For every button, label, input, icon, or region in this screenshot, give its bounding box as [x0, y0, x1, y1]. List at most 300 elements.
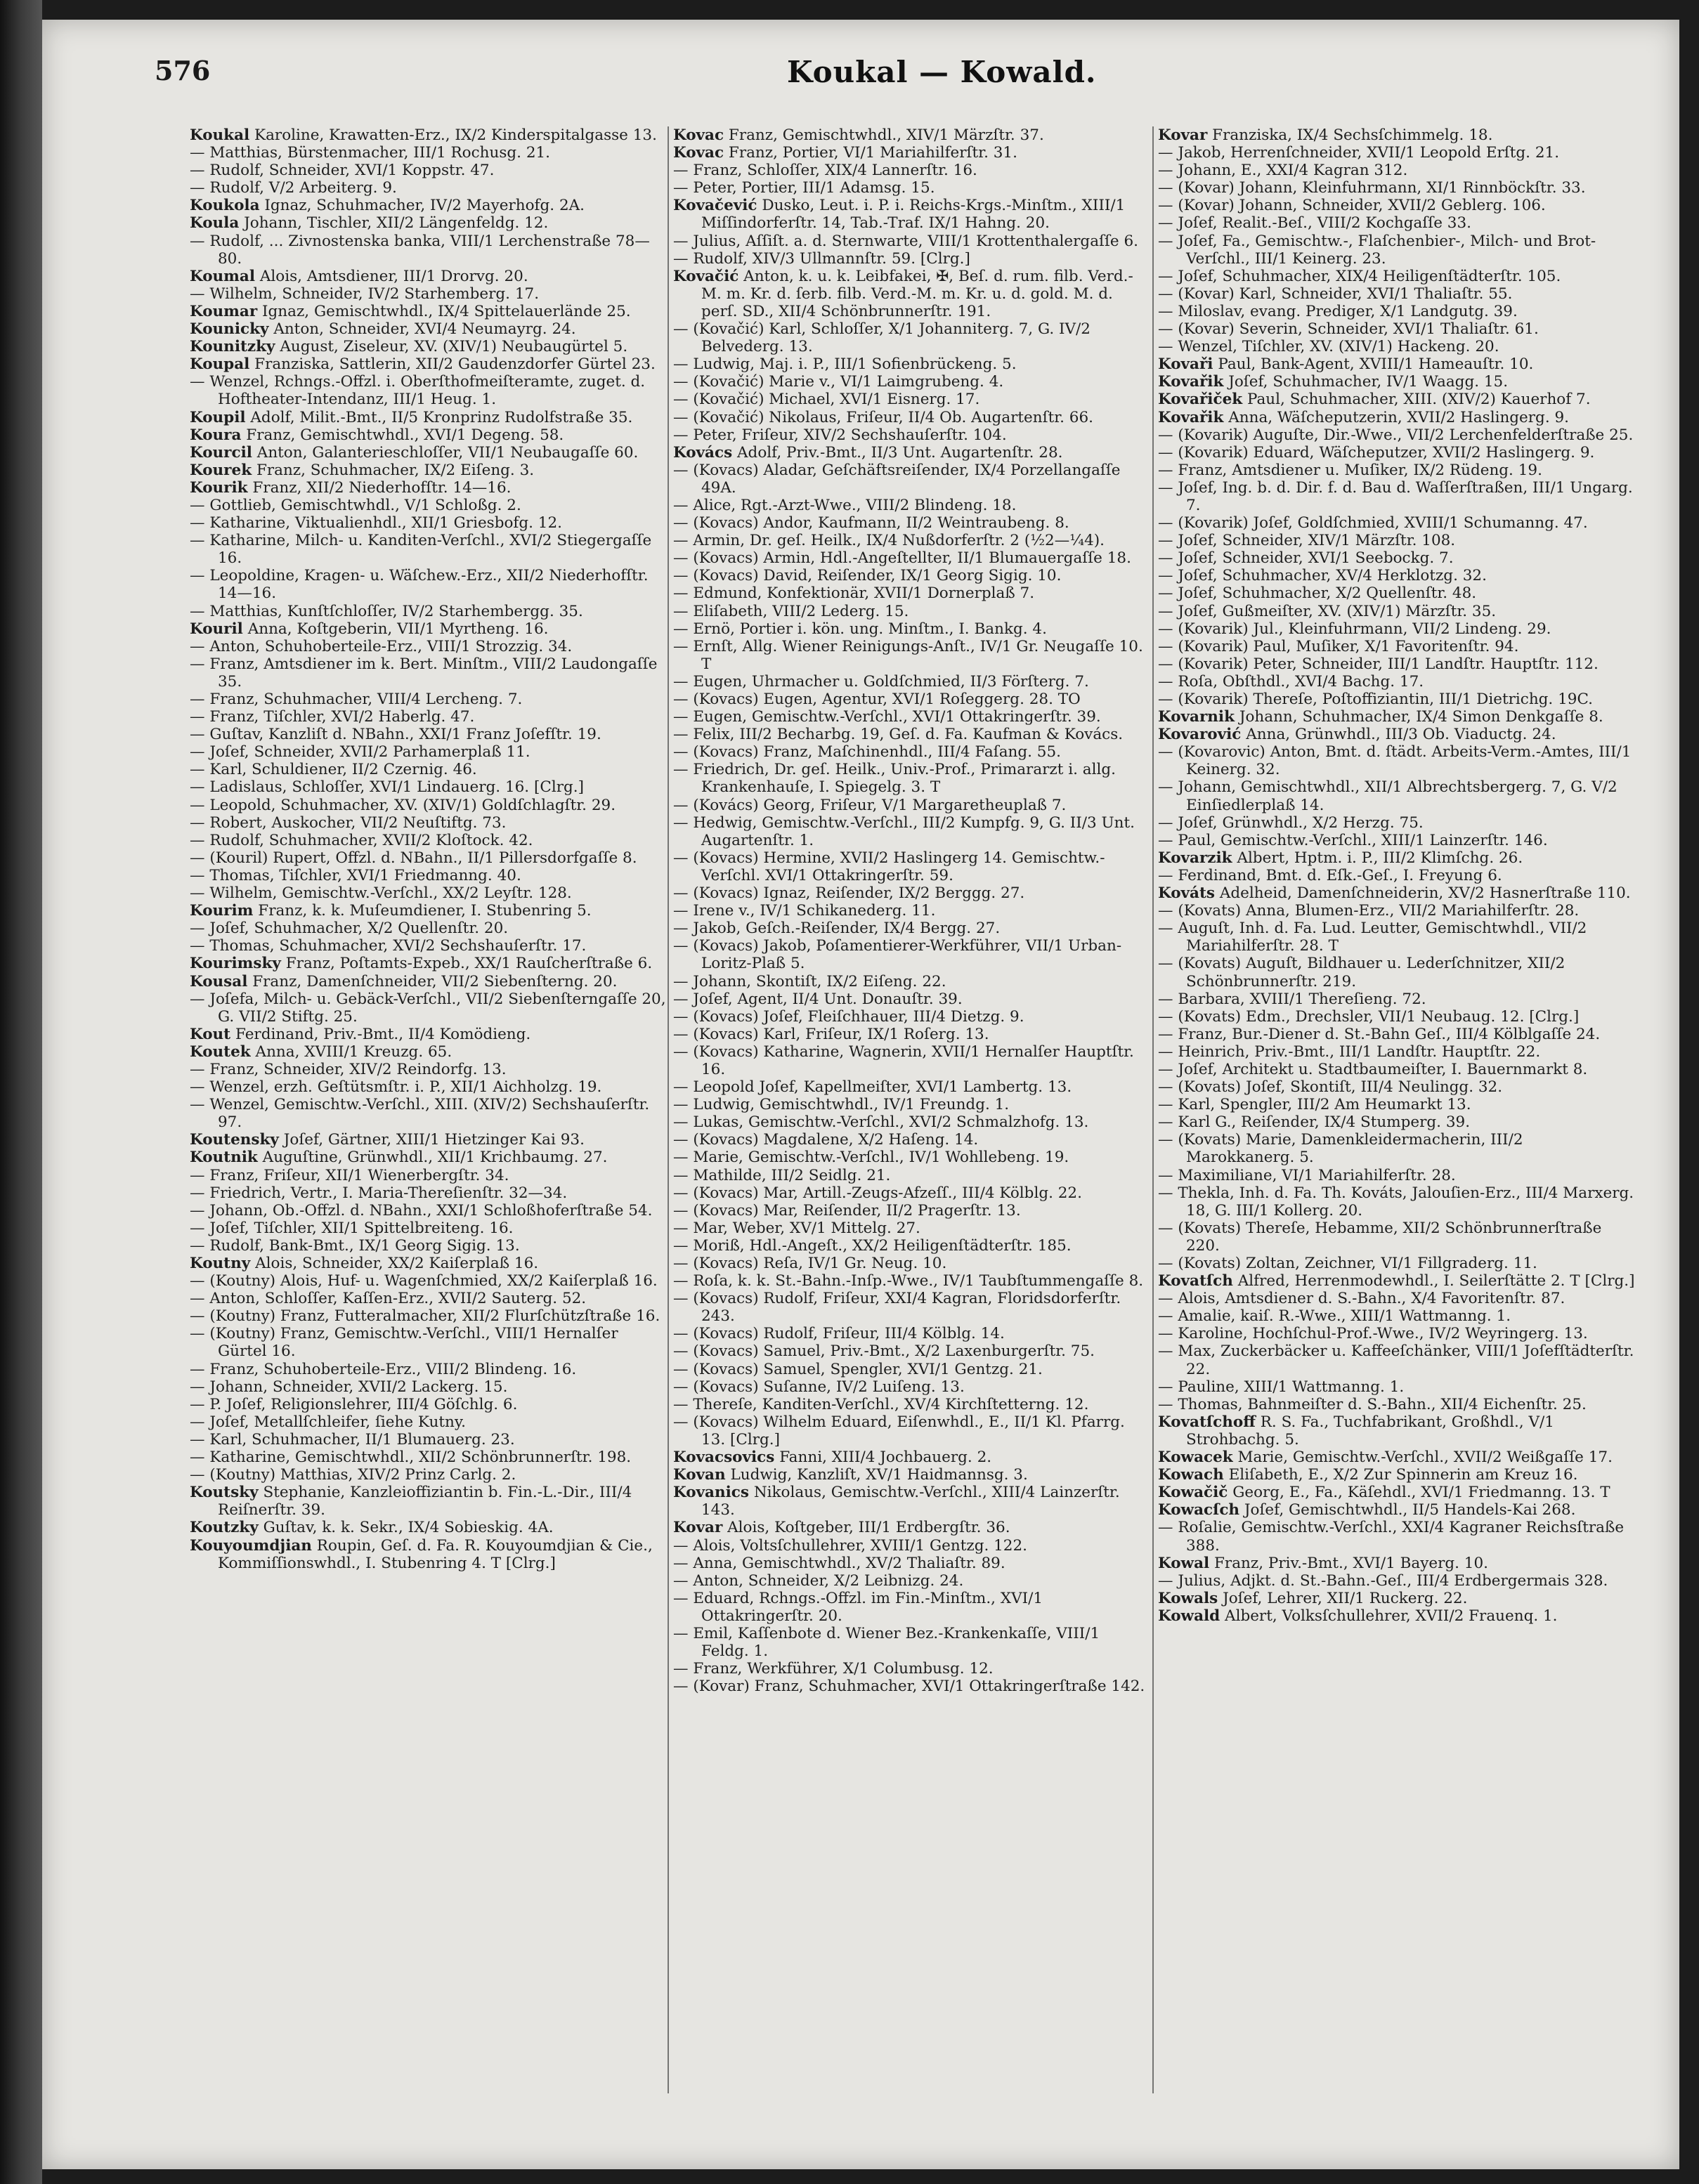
directory-entry	[1158, 285, 1636, 303]
directory-entry	[1158, 126, 1636, 144]
directory-entry	[190, 620, 668, 638]
directory-entry	[190, 268, 668, 285]
entry-surname: Kout	[190, 1025, 231, 1043]
entry-text: — (Kovacs) Ignaz, Reiſender, IX/2 Berggg. 27.	[673, 884, 1025, 903]
entry-text: — Alois, Amtsdiener d. S.-Bahn., X/4 Favoritenſtr. 87.	[1158, 1290, 1565, 1308]
entry-surname: Koukola	[190, 197, 260, 215]
entry-surname: Kouril	[190, 620, 243, 638]
entry-text: — Johann, E., XXI/4 Kagran 312.	[1158, 162, 1408, 180]
directory-entry	[190, 884, 668, 902]
entry-surname: Kourek	[190, 461, 252, 479]
entry-text: — (Kouril) Rupert, Offzl. d. NBahn., II/1 Pillersdorfgaſſe 8.	[190, 849, 637, 867]
entry-text: — (Kovacs) Joſef, Fleiſchhauer, III/4 Dietzg. 9.	[673, 1007, 1024, 1026]
directory-entry	[190, 973, 668, 990]
entry-surname: Kovačević	[673, 197, 757, 215]
entry-text: — Friedrich, Dr. geſ. Heilk., Univ.-Prof., Primararzt i. allg. Krankenhauſe, I. Spiegelg. 3. T	[673, 761, 1116, 797]
entry-text: Dusko, Leut. i. P. i. Reichs-Krgs.-Minſtm., XIII/1 Miſſindorferſtr. 14, Tab.-Traf. IX/1 Hahng. 20.	[701, 197, 1126, 233]
directory-entry	[673, 937, 1151, 972]
entry-text: — Anton, Schuhoberteile-Erz., VIII/1 Strozzig. 34.	[190, 637, 573, 655]
entry-text: Anna, XVIII/1 Kreuzg. 65.	[255, 1042, 453, 1061]
entry-text: — Paul, Gemischtw.-Verſchl., XIII/1 Lainzerſtr. 146.	[1158, 831, 1548, 849]
entry-text: — Anton, Schloſſer, Kaſſen-Erz., XVII/2 Sauterg. 52.	[190, 1290, 587, 1308]
directory-entry	[673, 1361, 1151, 1378]
entry-surname: Koupil	[190, 408, 246, 426]
directory-entry	[673, 1519, 1151, 1536]
directory-entry	[673, 761, 1151, 796]
directory-entry	[1158, 1255, 1636, 1272]
entry-text: — Wenzel, Tiſchler, XV. (XIV/1) Hackeng. 20.	[1158, 338, 1499, 356]
entry-text: — Auguſt, Inh. d. Fa. Lud. Leutter, Gemischtwhdl., VII/2 Mariahilferſtr. 28. T	[1158, 920, 1587, 955]
entry-text: — Franz, Amtsdiener u. Muſiker, IX/2 Rüdeng. 19.	[1158, 461, 1542, 479]
directory-entry	[673, 462, 1151, 497]
entry-text: — (Kovačić) Nikolaus, Friſeur, II/4 Ob. Augartenſtr. 66.	[673, 408, 1094, 426]
directory-entry	[1158, 373, 1636, 391]
directory-entry	[673, 708, 1151, 726]
entry-text: — Leopoldine, Kragen- u. Wäſchew.-Erz., XII/2 Niederhofſtr. 14—16.	[190, 567, 649, 603]
entry-text: — Max, Zuckerbäcker u. Kaffeeſchänker, VIII/1 Joſefſtädterſtr. 22.	[1158, 1342, 1634, 1378]
directory-entry	[1158, 479, 1636, 514]
directory-entry	[1158, 1449, 1636, 1466]
entry-text: — (Kovarik) Jul., Kleinfuhrmann, VII/2 Lindeng. 29.	[1158, 620, 1551, 638]
entry-text: — Anton, Schneider, X/2 Leibnizg. 24.	[673, 1571, 964, 1590]
entry-text: — Peter, Friſeur, XIV/2 Sechshauſerſtr. 104.	[673, 426, 1007, 444]
directory-entry	[1158, 549, 1636, 567]
directory-entry	[190, 603, 668, 620]
directory-entry	[673, 1537, 1151, 1555]
directory-entry	[190, 1061, 668, 1078]
directory-entry	[190, 1325, 668, 1360]
directory-entry	[673, 920, 1151, 937]
directory-entry	[673, 849, 1151, 884]
entry-text: — Johann, Skontiſt, IX/2 Eiſeng. 22.	[673, 972, 946, 990]
entry-text: — Joſef, Schuhmacher, X/2 Quellenſtr. 48.	[1158, 584, 1477, 603]
directory-entry	[190, 497, 668, 514]
entry-surname: Kowacſch	[1158, 1501, 1240, 1519]
directory-entry	[673, 673, 1151, 691]
directory-entry	[673, 584, 1151, 602]
directory-entry	[673, 497, 1151, 514]
entry-surname: Kovar	[673, 1519, 723, 1537]
entry-surname: Kounicky	[190, 320, 269, 339]
directory-entry	[190, 409, 668, 426]
directory-entry	[190, 1167, 668, 1184]
directory-entry	[190, 990, 668, 1026]
directory-entry	[190, 691, 668, 708]
entry-text: Alois, Amtsdiener, III/1 Drorvg. 20.	[259, 267, 528, 285]
directory-entry	[1158, 955, 1636, 990]
directory-entry	[1158, 1396, 1636, 1413]
directory-entry	[1158, 355, 1636, 373]
entry-text: — (Kovacs) Suſanne, IV/2 Luiſeng. 13.	[673, 1378, 965, 1396]
entry-text: — (Koutny) Franz, Futteralmacher, XII/2 Flurſchützſtraße 16.	[190, 1307, 660, 1326]
entry-text: — Joſef, Schuhmacher, X/2 Quellenſtr. 20.	[190, 920, 509, 938]
entry-text: Joſef, Gemischtwhdl., II/5 Handels-Kai 268.	[1244, 1501, 1576, 1519]
directory-entry	[673, 179, 1151, 197]
directory-entry	[673, 726, 1151, 743]
entry-surname: Koutek	[190, 1042, 251, 1061]
entry-text: — Heinrich, Priv.-Bmt., III/1 Landſtr. Hauptſtr. 22.	[1158, 1042, 1541, 1061]
directory-entry	[673, 1413, 1151, 1449]
directory-entry	[673, 743, 1151, 761]
directory-entry	[190, 1255, 668, 1272]
directory-entry	[673, 814, 1151, 849]
entry-surname: Kovatſchoff	[1158, 1413, 1256, 1431]
page-header	[155, 55, 1644, 100]
entry-text: Karoline, Krawatten-Erz., IX/2 Kinderspitalgasse 13.	[254, 126, 657, 144]
entry-text: — Thomas, Tiſchler, XVI/1 Friedmanng. 40.	[190, 866, 521, 884]
entry-text: Franz, Gemischtwhdl., XVI/1 Degeng. 58.	[246, 426, 564, 444]
entry-surname: Kowačič	[1158, 1484, 1228, 1502]
directory-entry	[190, 920, 668, 937]
directory-entry	[1158, 426, 1636, 444]
directory-entry	[673, 1184, 1151, 1202]
directory-entry	[1158, 1378, 1636, 1396]
entry-text: Franz, Priv.-Bmt., XVI/1 Bayerg. 10.	[1214, 1554, 1488, 1572]
entry-text: — (Kovats) Auguſt, Bildhauer u. Lederſchnitzer, XII/2 Schönbrunnerſtr. 219.	[1158, 955, 1565, 990]
entry-text: Franz, Poſtamts-Expeb., XX/1 Rauſcherſtraße 6.	[285, 955, 653, 973]
entry-surname: Kowals	[1158, 1589, 1218, 1607]
directory-entry	[190, 937, 668, 955]
entry-text: — Thomas, Schuhmacher, XVI/2 Sechshauſerſtr. 17.	[190, 937, 587, 955]
directory-entry	[1158, 1607, 1636, 1625]
directory-entry	[1158, 832, 1636, 849]
entry-text: — Wilhelm, Schneider, IV/2 Starhemberg. 17.	[190, 285, 540, 303]
entry-text: — Alois, Voltsſchullehrer, XVIII/1 Gentzg. 122.	[673, 1536, 1027, 1555]
directory-entry	[673, 567, 1151, 584]
entry-text: — (Kovacs) Samuel, Priv.-Bmt., X/2 Laxenburgerſtr. 75.	[673, 1342, 1095, 1361]
directory-entry	[1158, 1501, 1636, 1519]
entry-text: — (Kovarik) Thereſe, Poſtoffiziantin, III/1 Dietrichg. 19C.	[1158, 691, 1593, 708]
entry-text: Anna, Grünwhdl., III/3 Ob. Viaductg. 24.	[1246, 726, 1556, 744]
entry-surname: Koukal	[190, 126, 250, 144]
directory-entry	[190, 233, 668, 268]
entry-text: — Franz, Amtsdiener im k. Bert. Minſtm., VIII/2 Laudongaſſe 35.	[190, 655, 658, 691]
directory-entry	[190, 303, 668, 320]
running-head: Koukal — Kowald.	[787, 55, 1097, 89]
entry-text: Joſef, Lehrer, XII/1 Ruckerg. 22.	[1223, 1589, 1468, 1607]
entry-surname: Koula	[190, 214, 240, 233]
directory-entry	[673, 1167, 1151, 1184]
entry-text: — (Kovacs) Wilhelm Eduard, Eiſenwhdl., E., II/1 Kl. Pfarrg. 13. [Clrg.]	[673, 1413, 1125, 1449]
entry-text: Adelheid, Damenſchneiderin, XV/2 Hasnerſtraße 110.	[1219, 884, 1631, 903]
directory-entry	[190, 814, 668, 832]
directory-entry	[1158, 1061, 1636, 1078]
entry-text: — (Kovacs) Andor, Kaufmann, II/2 Weintraubeng. 8.	[673, 514, 1069, 532]
entry-text: Alois, Schneider, XX/2 Kaiſerplaß 16.	[255, 1255, 539, 1272]
directory-entry	[673, 1484, 1151, 1519]
entry-text: Franz, Portier, VI/1 Mariahilferſtr. 31.	[728, 144, 1017, 162]
entry-text: — Franz, Bur.-Diener d. St.-Bahn Geſ., III/4 Kölblgaſſe 24.	[1158, 1025, 1601, 1043]
directory-entry	[673, 1202, 1151, 1219]
directory-entry	[1158, 655, 1636, 673]
entry-text: Alois, Koſtgeber, III/1 Erdbergſtr. 36.	[727, 1519, 1010, 1537]
directory-entry	[190, 708, 668, 726]
entry-surname: Kovaři	[1158, 355, 1213, 374]
directory-entry	[673, 320, 1151, 355]
directory-entry	[1158, 1590, 1636, 1607]
entry-text: — Moriß, Hdl.-Angeſt., XX/2 Heiligenſtädterſtr. 185.	[673, 1236, 1072, 1255]
directory-entry	[673, 532, 1151, 549]
entry-text: — (Kovačić) Marie v., VI/1 Laimgrubeng. 4.	[673, 373, 1004, 391]
directory-entry	[673, 1008, 1151, 1026]
entry-text: — (Koutny) Alois, Huf- u. Wagenſchmied, XX/2 Kaiſerplaß 16.	[190, 1272, 658, 1290]
entry-text: — Franz, Schuhmacher, VIII/4 Lercheng. 7.	[190, 691, 523, 708]
directory-entry	[190, 126, 668, 144]
entry-text: — Franz, Werkführer, X/1 Columbusg. 12.	[673, 1660, 994, 1678]
directory-entry	[190, 567, 668, 602]
directory-entry	[1158, 884, 1636, 902]
directory-entry	[190, 1131, 668, 1149]
entry-text: — Maximiliane, VI/1 Mariahilferſtr. 28.	[1158, 1166, 1456, 1184]
entry-text: — (Kovacs) Karl, Friſeur, IX/1 Roſerg. 13.	[673, 1025, 989, 1043]
entry-text: Fanni, XIII/4 Jochbauerg. 2.	[779, 1449, 992, 1467]
entry-text: — Irene v., IV/1 Schikanederg. 11.	[673, 902, 936, 920]
directory-entry	[1158, 1519, 1636, 1554]
directory-entry	[673, 1078, 1151, 1096]
directory-entry	[190, 426, 668, 444]
entry-surname: Koutsky	[190, 1484, 259, 1502]
directory-entry	[673, 1325, 1151, 1342]
entry-text: — Barbara, XVIII/1 Thereſieng. 72.	[1158, 990, 1426, 1008]
entry-text: — (Kovarovic) Anton, Bmt. d. ſtädt. Arbeits-Verm.-Amtes, III/1 Keinerg. 32.	[1158, 743, 1632, 779]
entry-text: — Julius, Adjkt. d. St.-Bahn.-Geſ., III/4 Erdbergermais 328.	[1158, 1571, 1608, 1590]
directory-entry	[673, 902, 1151, 920]
entry-text: — (Kovats) Anna, Blumen-Erz., VII/2 Mariahilferſtr. 28.	[1158, 902, 1580, 920]
entry-text: — Lukas, Gemischtw.-Verſchl., XVI/2 Schmalzhofg. 13.	[673, 1113, 1089, 1132]
entry-text: — Rudolf, ... Zivnostenska banka, VIII/1 Lerchenstraße 78—80.	[190, 232, 650, 268]
entry-text: — Matthias, Bürstenmacher, III/1 Rochusg. 21.	[190, 144, 551, 162]
directory-entry	[673, 1026, 1151, 1043]
entry-surname: Kowacek	[1158, 1449, 1233, 1467]
entry-text: — (Kovats) Joſef, Skontiſt, III/4 Neulingg. 32.	[1158, 1078, 1503, 1097]
directory-entry	[190, 832, 668, 849]
entry-text: — P. Joſef, Religionslehrer, III/4 Göſchlg. 6.	[190, 1395, 518, 1413]
entry-text: — Wenzel, erzh. Geſtütsmſtr. i. P., XII/1 Aichholzg. 19.	[190, 1078, 602, 1097]
entry-text: Ludwig, Kanzliſt, XV/1 Haidmannsg. 3.	[730, 1466, 1028, 1484]
entry-text: — Matthias, Kunſtſchloſſer, IV/2 Starhembergg. 35.	[190, 602, 583, 620]
entry-text: — Ludwig, Gemischtwhdl., IV/1 Freundg. 1.	[673, 1096, 1010, 1114]
directory-entry	[190, 1272, 668, 1290]
entry-text: — Leopold, Schuhmacher, XV. (XIV/1) Goldſchlagſtr. 29.	[190, 796, 616, 814]
entry-text: — Emil, Kaſſenbote d. Wiener Bez.-Krankenkaſſe, VIII/1 Feldg. 1.	[673, 1624, 1100, 1661]
directory-entry	[190, 1202, 668, 1219]
entry-surname: Koupal	[190, 355, 250, 374]
directory-entry	[190, 1237, 668, 1255]
directory-entry	[1158, 179, 1636, 197]
entry-text: — (Koutny) Matthias, XIV/2 Prinz Carlg. 2.	[190, 1466, 516, 1484]
directory-entry	[1158, 532, 1636, 549]
directory-entry	[673, 1219, 1151, 1237]
entry-surname: Kovar	[1158, 126, 1208, 144]
directory-entry	[673, 549, 1151, 567]
directory-entry	[673, 1342, 1151, 1360]
directory-entry	[673, 1290, 1151, 1325]
directory-entry	[1158, 1572, 1636, 1590]
directory-entry	[1158, 814, 1636, 832]
directory-entry	[190, 1096, 668, 1131]
entry-text: Johann, Schuhmacher, IX/4 Simon Denkgaſſe 8.	[1239, 708, 1603, 726]
directory-entry	[1158, 673, 1636, 691]
entry-text: — Felix, III/2 Becharbg. 19, Geſ. d. Fa. Kaufman & Kovács.	[673, 726, 1124, 744]
directory-entry	[673, 197, 1151, 232]
directory-entry	[1158, 620, 1636, 638]
directory-entry	[190, 1396, 668, 1413]
directory-entry	[1158, 409, 1636, 426]
directory-entry	[190, 955, 668, 972]
entry-surname: Kovarnik	[1158, 708, 1235, 726]
directory-entry	[190, 655, 668, 691]
directory-entry	[673, 638, 1151, 673]
entry-text: — Roſa, Obſthdl., XVI/4 Bachg. 17.	[1158, 672, 1424, 691]
entry-text: — (Kovacs) Armin, Hdl.-Angeſtellter, II/1 Blumauergaſſe 18.	[673, 549, 1131, 568]
directory-entry	[673, 1149, 1151, 1166]
directory-entry	[1158, 1307, 1636, 1325]
entry-text: — (Koutny) Franz, Gemischtw.-Verſchl., VIII/1 Hernalſer Gürtel 16.	[190, 1325, 618, 1361]
directory-entry	[1158, 867, 1636, 884]
entry-surname: Kourik	[190, 478, 248, 497]
entry-text: Paul, Bank-Agent, XVIII/1 Hameauſtr. 10.	[1218, 355, 1534, 374]
entry-text: — Friedrich, Vertr., I. Maria-Thereſienſtr. 32—34.	[190, 1184, 568, 1202]
entry-text: Joſef, Gärtner, XIII/1 Hietzinger Kai 93.	[283, 1131, 585, 1149]
entry-surname: Kourcil	[190, 443, 252, 462]
entry-text: — Wilhelm, Gemischtw.-Verſchl., XX/2 Leyſtr. 128.	[190, 884, 572, 903]
entry-text: Georg, E., Fa., Käſehdl., XVI/1 Friedmanng. 13. T	[1232, 1484, 1610, 1502]
directory-entry	[673, 1590, 1151, 1625]
column-1	[190, 126, 668, 2114]
entry-text: — (Kovats) Marie, Damenkleidermacherin, III/2 Marokkanerg. 5.	[1158, 1131, 1523, 1167]
entry-text: — Jakob, Geſch.-Reiſender, IX/4 Bergg. 27.	[673, 920, 1001, 938]
directory-entry	[1158, 849, 1636, 867]
directory-entry	[190, 902, 668, 920]
entry-surname: Kounitzky	[190, 338, 275, 356]
entry-surname: Kousal	[190, 972, 248, 990]
directory-entry	[1158, 338, 1636, 355]
entry-text: — Joſef, Grünwhdl., X/2 Herzg. 75.	[1158, 813, 1424, 832]
directory-entry	[1158, 1184, 1636, 1219]
directory-entry	[1158, 1413, 1636, 1449]
entry-surname: Koumal	[190, 267, 256, 285]
directory-entry	[1158, 778, 1636, 813]
entry-surname: Kowach	[1158, 1466, 1224, 1484]
directory-entry	[190, 1149, 668, 1166]
entry-text: — Johann, Ob.-Offzl. d. NBahn., XXI/1 Schloßhoferſtraße 54.	[190, 1201, 653, 1219]
entry-text: Franz, Gemischtwhdl., XIV/1 Märzſtr. 37.	[728, 126, 1044, 144]
directory-entry	[190, 285, 668, 303]
entry-surname: Kovatſch	[1158, 1272, 1233, 1290]
directory-entry	[190, 1361, 668, 1378]
directory-entry	[673, 1660, 1151, 1678]
directory-entry	[1158, 1043, 1636, 1061]
directory-entry	[673, 990, 1151, 1008]
entry-text: Eliſabeth, E., X/2 Zur Spinnerin am Kreuz 16.	[1228, 1466, 1578, 1484]
directory-entry	[190, 532, 668, 567]
entry-text: — Joſef, Schuhmacher, XIX/4 Heiligenſtädterſtr. 105.	[1158, 267, 1561, 285]
entry-text: — (Kovács) Georg, Friſeur, V/1 Margaretheuplaß 7.	[673, 796, 1067, 814]
entry-text: — Eugen, Gemischtw.-Verſchl., XVI/1 Ottakringerſtr. 39.	[673, 708, 1101, 726]
directory-entry	[1158, 391, 1636, 408]
directory-entry	[673, 426, 1151, 444]
entry-text: — (Kovacs) Hermine, XVII/2 Haslingerg 14. Gemischtw.-Verſchl. XVI/1 Ottakringerſtr. 59.	[673, 849, 1105, 884]
entry-text: Franz, Schuhmacher, IX/2 Eiſeng. 3.	[256, 461, 535, 479]
directory-entry	[190, 373, 668, 408]
entry-text: — Eduard, Rchngs.-Offzl. im Fin.-Minſtm., XVI/1 Ottakringerſtr. 20.	[673, 1589, 1043, 1625]
entry-surname: Kovacsovics	[673, 1449, 775, 1467]
directory-entry	[1158, 462, 1636, 479]
entry-text: — Edmund, Konfektionär, XVII/1 Dornerplaß 7.	[673, 584, 1035, 603]
entry-text: — Karl, Spengler, III/2 Am Heumarkt 13.	[1158, 1096, 1471, 1114]
directory-entry	[1158, 726, 1636, 743]
entry-text: — (Kovacs) Franz, Maſchinenhdl., III/4 Faſang. 55.	[673, 743, 1061, 761]
entry-text: — Mathilde, III/2 Seidlg. 21.	[673, 1166, 891, 1184]
page-number: 576	[155, 55, 211, 86]
directory-entry	[673, 973, 1151, 990]
entry-text: Franziska, IX/4 Sechsſchimmelg. 18.	[1212, 126, 1493, 144]
entry-text: Anton, k. u. k. Leibfakei, ✠, Beſ. d. rum. filb. Verd.-M. m. Kr. d. ſerb. filb. Verd.-M. m. Kr. u. d. gold. M. d. perſ. SD., XII/4 Schönbrunnerſtr. 191.	[701, 267, 1133, 320]
entry-text: — Rudolf, Schuhmacher, XVII/2 Kloſtock. 42.	[190, 831, 533, 849]
directory-entry	[673, 268, 1151, 320]
entry-text: — Karl, Schuldiener, II/2 Czernig. 46.	[190, 761, 477, 779]
directory-entry	[1158, 1555, 1636, 1572]
entry-text: — Katharine, Milch- u. Kanditen-Verſchl., XVI/2 Stiegergaſſe 16.	[190, 532, 652, 568]
directory-entry	[673, 691, 1151, 708]
directory-entry	[190, 197, 668, 214]
entry-text: — Rudolf, V/2 Arbeiterg. 9.	[190, 179, 397, 197]
entry-text: Guſtav, k. k. Sekr., IX/4 Sobieskig. 4A.	[263, 1519, 554, 1537]
directory-entry	[190, 1431, 668, 1449]
directory-entry	[673, 620, 1151, 638]
directory-entry	[1158, 1219, 1636, 1255]
entry-text: — (Kovarik) Peter, Schneider, III/1 Landſtr. Hauptſtr. 112.	[1158, 655, 1599, 673]
entry-surname: Kourimsky	[190, 955, 281, 973]
entry-text: — Thereſe, Kanditen-Verſchl., XV/4 Kirchſtetterng. 12.	[673, 1395, 1089, 1413]
directory-entry	[1158, 197, 1636, 214]
entry-surname: Kovačić	[673, 267, 739, 285]
entry-text: Franz, Damenſchneider, VII/2 Siebenſterng. 20.	[252, 972, 618, 990]
entry-text: — Joſef, Metallſchleifer, ſiehe Kutny.	[190, 1413, 466, 1431]
entry-text: Paul, Schuhmacher, XIII. (XIV/2) Kauerhof 7.	[1246, 391, 1591, 409]
entry-text: — Joſef, Fa., Gemischtw.-, Flaſchenbier-, Milch- und Brot-Verſchl., III/1 Keinerg. 23.	[1158, 232, 1596, 268]
directory-entry	[1158, 1008, 1636, 1026]
entry-text: — Marie, Gemischtw.-Verſchl., IV/1 Wohllebeng. 19.	[673, 1149, 1069, 1167]
entry-text: Anna, Koſtgeberin, VII/1 Myrtheng. 16.	[247, 620, 549, 638]
entry-surname: Kouyoumdjian	[190, 1536, 312, 1555]
entry-text: — Peter, Portier, III/1 Adamsg. 15.	[673, 179, 935, 197]
directory-entry	[190, 1219, 668, 1237]
entry-text: — Anna, Gemischtwhdl., XV/2 Thaliaſtr. 89.	[673, 1554, 1005, 1572]
entry-text: — (Kovacs) Rudolf, Friſeur, XXI/4 Kagran, Floridsdorferſtr. 243.	[673, 1290, 1121, 1326]
entry-text: — (Kovacs) Magdalene, X/2 Haſeng. 14.	[673, 1131, 979, 1149]
directory-entry	[1158, 603, 1636, 620]
entry-text: — (Kovats) Edm., Drechsler, VII/1 Neubaug. 12. [Clrg.]	[1158, 1007, 1580, 1026]
directory-entry	[673, 126, 1151, 144]
directory-entry	[673, 1255, 1151, 1272]
directory-entry	[190, 214, 668, 232]
entry-surname: Kovarzik	[1158, 849, 1232, 867]
directory-entry	[190, 1466, 668, 1484]
entry-text: Franziska, Sattlerin, XII/2 Gaudenzdorfer Gürtel 23.	[254, 355, 656, 374]
column-3	[1158, 126, 1636, 2114]
entry-text: — Johann, Gemischtwhdl., XII/1 Albrechtsbergerg. 7, G. V/2 Einſiedlerplaß 14.	[1158, 778, 1617, 814]
entry-text: — Eugen, Uhrmacher u. Goldſchmied, II/3 Förſterg. 7.	[673, 672, 1089, 691]
entry-text: — Franz, Friſeur, XII/1 Wienerbergſtr. 34.	[190, 1166, 509, 1184]
entry-text: — (Kovats) Zoltan, Zeichner, VI/1 Fillgraderg. 11.	[1158, 1255, 1537, 1272]
directory-entry	[190, 761, 668, 778]
directory-entry	[673, 1272, 1151, 1290]
entry-text: — Gottlieb, Gemischtwhdl., V/1 Schloßg. 2.	[190, 496, 521, 514]
entry-surname: Kovařiček	[1158, 391, 1243, 409]
directory-entry	[673, 409, 1151, 426]
entry-text: Joſef, Schuhmacher, IV/1 Waagg. 15.	[1228, 373, 1509, 391]
